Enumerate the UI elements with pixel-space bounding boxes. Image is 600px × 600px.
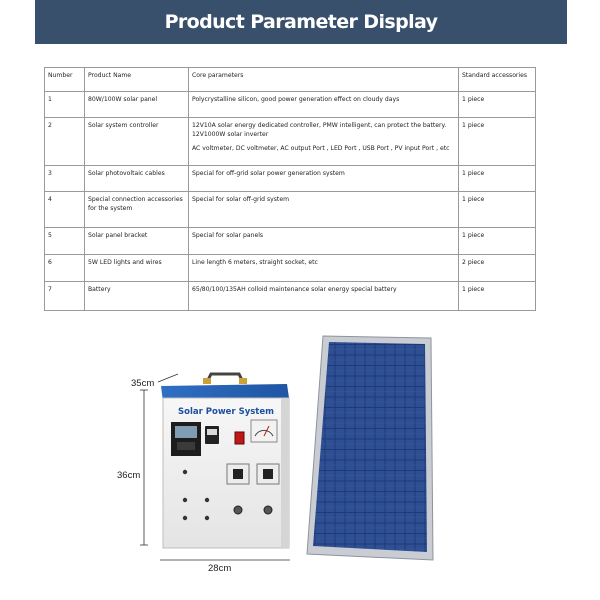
param-line: 12V10A solar energy dedicated controller, PMW intelligent, can protect the battery. 12V1000W solar inverter xyxy=(192,122,447,139)
table-row xyxy=(45,192,536,228)
header-number: Number xyxy=(45,68,85,92)
table-row xyxy=(45,118,536,166)
row-core-parameters: Special for solar panels xyxy=(189,228,459,255)
row-number: 2 xyxy=(45,118,85,166)
box-label: Solar Power System xyxy=(177,407,274,417)
table-row xyxy=(45,282,536,311)
page-title: Product Parameter Display xyxy=(164,11,438,33)
row-product-name: Solar photovoltaic cables xyxy=(85,166,189,192)
row-core-parameters: Special for off-grid solar power generation system xyxy=(189,166,459,192)
table-header-row xyxy=(45,68,536,92)
row-number: 5 xyxy=(45,228,85,255)
row-accessories: 1 piece xyxy=(459,228,536,255)
row-number: 1 xyxy=(45,92,85,118)
dimension-width: 28cm xyxy=(208,563,232,574)
header-core-parameters: Core parameters xyxy=(189,68,459,92)
row-accessories: 2 piece xyxy=(459,255,536,282)
row-accessories: 1 piece xyxy=(459,192,536,228)
row-product-name: Battery xyxy=(85,282,189,311)
table-row xyxy=(45,92,536,118)
row-product-name: 5W LED lights and wires xyxy=(85,255,189,282)
row-accessories: 1 piece xyxy=(459,118,536,166)
product-photo-area xyxy=(0,320,600,600)
row-accessories: 1 piece xyxy=(459,282,536,311)
row-number: 6 xyxy=(45,255,85,282)
parameter-table xyxy=(44,67,536,311)
dimension-depth: 35cm xyxy=(131,378,155,389)
row-number: 7 xyxy=(45,282,85,311)
dimension-height: 36cm xyxy=(117,470,141,481)
row-accessories: 1 piece xyxy=(459,92,536,118)
row-product-name: Solar system controller xyxy=(85,118,189,166)
solar-panel-image xyxy=(305,334,435,562)
header-product-name: Product Name xyxy=(85,68,189,92)
row-number: 3 xyxy=(45,166,85,192)
row-product-name: Solar panel bracket xyxy=(85,228,189,255)
param-line: AC voltmeter, DC voltmeter, AC output Port , LED Port , USB Port , PV input Port , etc xyxy=(192,144,450,152)
header-standard-accessories: Standard accessories xyxy=(459,68,536,92)
table-row xyxy=(45,166,536,192)
row-number: 4 xyxy=(45,192,85,228)
row-core-parameters xyxy=(189,118,459,166)
row-core-parameters: Polycrystalline silicon, good power generation effect on cloudy days xyxy=(189,92,459,118)
row-product-name: Special connection accessories for the system xyxy=(85,192,189,228)
row-core-parameters: Line length 6 meters, straight socket, etc xyxy=(189,255,459,282)
row-product-name: 80W/100W solar panel xyxy=(85,92,189,118)
table-row xyxy=(45,255,536,282)
title-banner xyxy=(35,0,567,44)
row-accessories: 1 piece xyxy=(459,166,536,192)
dimension-lines xyxy=(120,360,320,575)
row-core-parameters: 65/80/100/135AH colloid maintenance solar energy special battery xyxy=(189,282,459,311)
row-core-parameters: Special for solar off-grid system xyxy=(189,192,459,228)
table-row xyxy=(45,228,536,255)
